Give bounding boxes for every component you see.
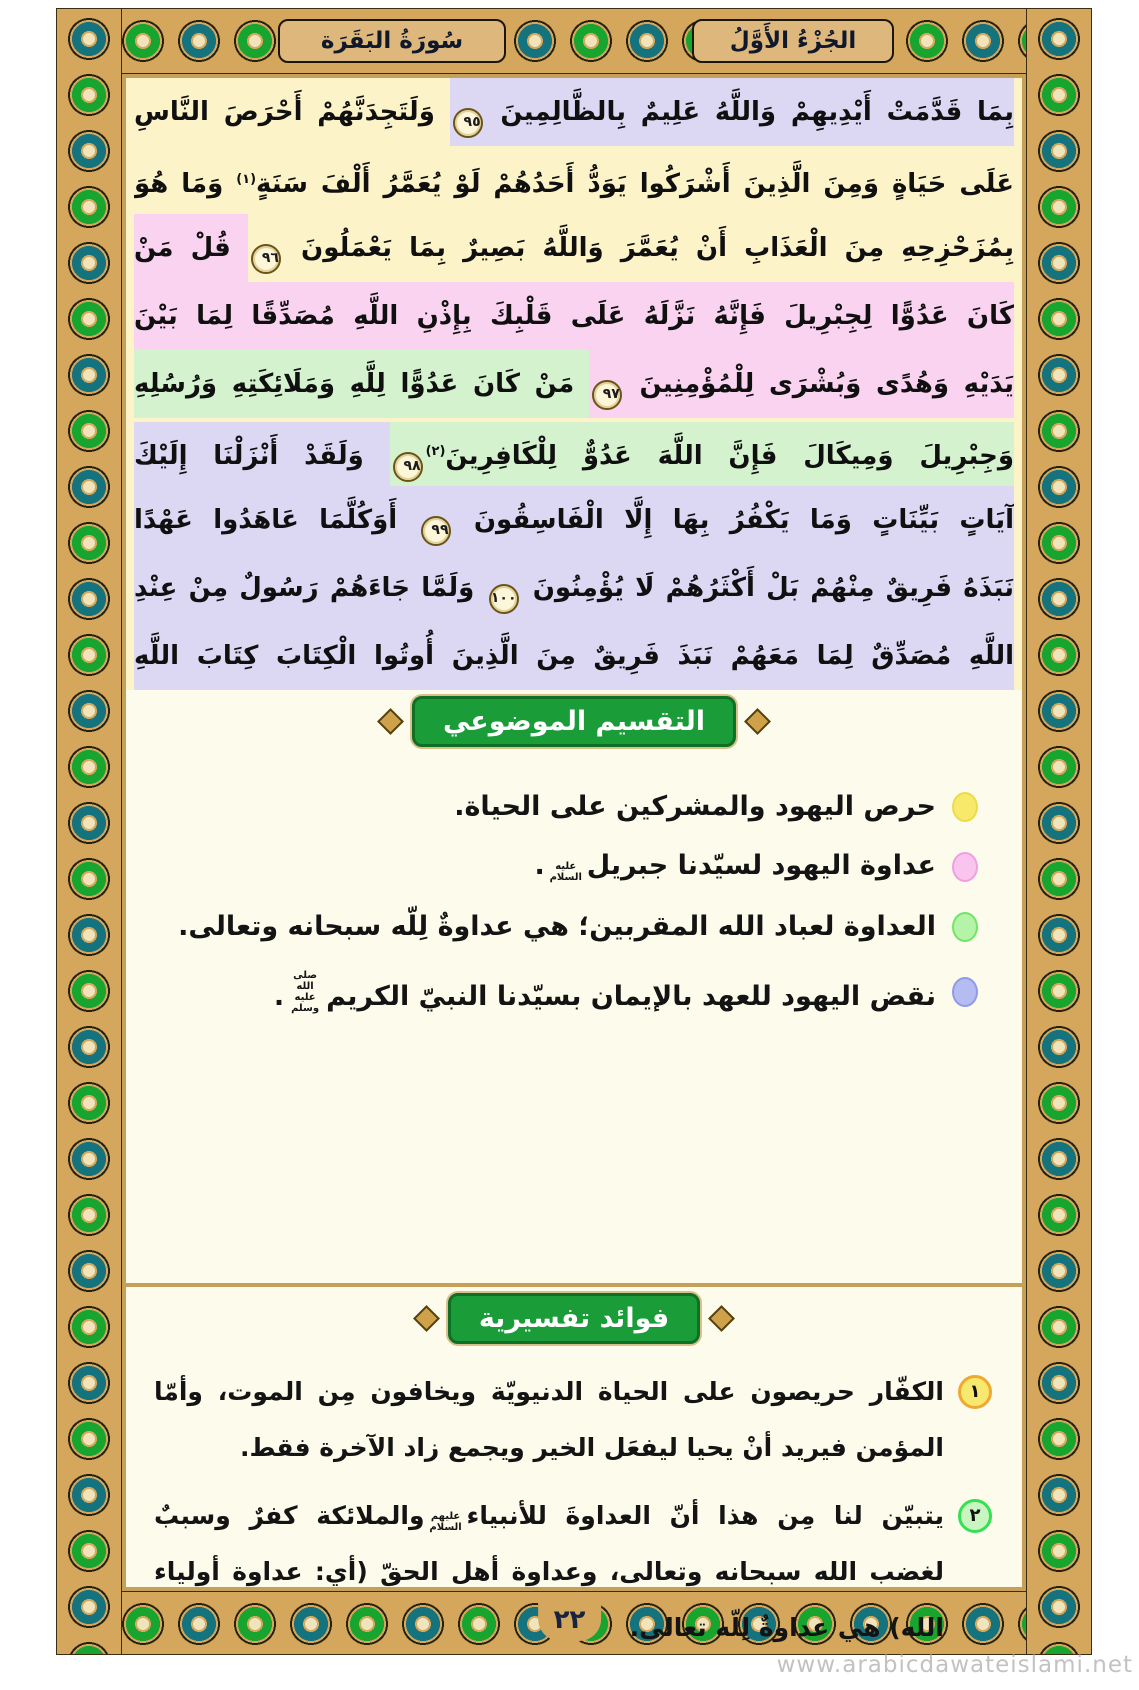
benefits-section bbox=[126, 1283, 1022, 1656]
ayah-marker: ٩٥ bbox=[453, 108, 483, 138]
quran-segment: أَوَكُلَّمَا عَاهَدُوا عَهْدًا bbox=[134, 486, 418, 554]
bullet-text: نقض اليهود للعهد بالإيمان بسيّدنا النبيّ الكريمصلى الله عليه وسلم. bbox=[273, 970, 936, 1014]
list-item bbox=[150, 970, 978, 1014]
quran-line bbox=[134, 282, 1014, 350]
quran-line bbox=[134, 622, 1014, 690]
honorific-mark: صلى الله عليه وسلم bbox=[291, 970, 320, 1014]
bullet-dot-icon bbox=[952, 792, 978, 822]
watermark: www.arabicdawateislami.net bbox=[776, 1652, 1133, 1678]
quran-segment: وَلَمَّا جَاءَهُمْ رَسُولٌ مِنْ عِنْدِ bbox=[134, 554, 486, 622]
honorific-mark: عليهم السلام bbox=[429, 1511, 462, 1533]
bullet-dot-icon bbox=[952, 977, 978, 1007]
quran-segment: بِمَا قَدَّمَتْ أَيْدِيهِمْ وَاللَّهُ عَلِيمٌ بِالظَّالِمِينَ ٩٥ bbox=[450, 78, 1014, 146]
bullet-text: عداوة اليهود لسيّدنا جبريلعليه السلام. bbox=[534, 850, 936, 883]
benefit-number-badge: ١ bbox=[958, 1375, 992, 1409]
thematic-bullet-list bbox=[126, 747, 1022, 1014]
benefit-number-badge: ٢ bbox=[958, 1499, 992, 1533]
banner-ornament-icon bbox=[413, 1305, 440, 1332]
footnote-marker: (٢) bbox=[425, 444, 446, 459]
quran-segment: مَنْ كَانَ عَدُوًّا لِلَّهِ وَمَلَائِكَتِهِ وَرُسُلِهِ bbox=[134, 350, 589, 418]
quran-segment: وَلَتَجِدَنَّهُمْ أَحْرَصَ النَّاسِ bbox=[134, 97, 450, 127]
bullet-dot-icon bbox=[952, 912, 978, 942]
bullet-text: حرص اليهود والمشركين على الحياة. bbox=[454, 791, 936, 822]
ayah-marker: ٩٨ bbox=[393, 452, 423, 482]
quran-text-block bbox=[126, 78, 1022, 690]
ayah-marker: ٩٦ bbox=[251, 244, 281, 274]
banner-ornament-icon bbox=[377, 708, 404, 735]
quran-line bbox=[134, 486, 1014, 554]
quran-segment: قُلْ مَنْ bbox=[134, 214, 248, 282]
ayah-marker: ٩٩ bbox=[421, 516, 451, 546]
quran-line bbox=[134, 78, 1014, 146]
quran-segment: آيَاتٍ بَيِّنَاتٍ وَمَا يَكْفُرُ بِهَا إِلَّا الْفَاسِقُونَ ٩٩ bbox=[418, 486, 1014, 554]
page-number: ٢٢ bbox=[538, 1603, 602, 1641]
quran-line bbox=[134, 350, 1014, 418]
quran-segment: وَجِبْرِيلَ وَمِيكَالَ فَإِنَّ اللَّهَ عَدُوٌّ لِلْكَافِرِينَ$^{(٢)}$٩٨ bbox=[390, 422, 1014, 486]
quran-line bbox=[134, 418, 1014, 486]
quran-segment: نَبَذَهُ فَرِيقٌ مِنْهُمْ بَلْ أَكْثَرُهُمْ لَا يُؤْمِنُونَ ١٠٠ bbox=[486, 554, 1014, 622]
thematic-banner-label: التقسيم الموضوعي bbox=[412, 696, 736, 747]
ayah-marker: ٩٧ bbox=[592, 380, 622, 410]
benefit-text: يتبيّن لنا مِن هذا أنّ العداوةَ للأنبياءعليهم السلاموالملائكة كفرٌ وسببٌ لغضب الله سبحانه وتعالى، وعداوة أهل الحقّ (أي: عداوة أولياء الله) هي عداوةٌ لِلّه تعالى. bbox=[154, 1501, 944, 1642]
list-item bbox=[154, 1364, 992, 1476]
benefit-text: الكفّار حريصون على الحياة الدنيويّة ويخافون مِن الموت، وأمّا المؤمن فيريد أنْ يحيا ليفعَل الخير ويجمع زاد الآخرة فقط. bbox=[154, 1377, 944, 1462]
juz-title: الجُزْءُ الأَوَّلُ bbox=[729, 28, 857, 54]
banner-ornament-icon bbox=[708, 1305, 735, 1332]
quran-segment: بِمُزَحْزِحِهِ مِنَ الْعَذَابِ أَنْ يُعَمَّرَ وَاللَّهُ بَصِيرٌ بِمَا يَعْمَلُونَ ٩٦ bbox=[248, 214, 1014, 282]
bullet-dot-icon bbox=[952, 852, 978, 882]
thematic-banner bbox=[381, 696, 767, 747]
quran-segment: وَمَا هُوَ bbox=[134, 169, 237, 199]
quran-line bbox=[134, 214, 1014, 282]
honorific-mark: عليه السلام bbox=[549, 861, 582, 883]
quran-segment: كَانَ عَدُوًّا لِجِبْرِيلَ فَإِنَّهُ نَزَّلَهُ عَلَى قَلْبِكَ بِإِذْنِ اللَّهِ مُصَدِّقًا لِمَا بَيْنَ bbox=[134, 282, 1014, 350]
thematic-section bbox=[126, 696, 1022, 1283]
list-item bbox=[150, 850, 978, 883]
quran-segment: وَلَقَدْ أَنْزَلْنَا إِلَيْكَ bbox=[134, 422, 390, 486]
banner-ornament-icon bbox=[744, 708, 771, 735]
ornamental-border-left bbox=[56, 8, 122, 1655]
quran-segment: يَدَيْهِ وَهُدًى وَبُشْرَى لِلْمُؤْمِنِينَ ٩٧ bbox=[589, 350, 1014, 418]
quran-line bbox=[134, 554, 1014, 622]
quran-segment: عَلَى حَيَاةٍ وَمِنَ الَّذِينَ أَشْرَكُوا يَوَدُّ أَحَدُهُمْ لَوْ يُعَمَّرُ أَلْفَ سَنَةٍ$^{(١)}$ bbox=[236, 169, 1014, 199]
ornamental-border-top bbox=[56, 8, 1092, 74]
footnote-marker: (١) bbox=[236, 172, 257, 187]
surah-cartouche bbox=[278, 19, 506, 63]
bullet-text: العداوة لعباد الله المقربين؛ هي عداوةٌ لِلّه سبحانه وتعالى. bbox=[178, 911, 936, 942]
benefits-banner-label: فوائد تفسيرية bbox=[448, 1293, 700, 1344]
list-item bbox=[150, 791, 978, 822]
quran-line bbox=[134, 146, 1014, 214]
ornamental-border-right bbox=[1026, 8, 1092, 1655]
quran-segment: اللَّهِ مُصَدِّقٌ لِمَا مَعَهُمْ نَبَذَ فَرِيقٌ مِنَ الَّذِينَ أُوتُوا الْكِتَابَ كِتَابَ اللَّهِ bbox=[134, 622, 1014, 690]
juz-cartouche bbox=[692, 19, 894, 63]
ayah-marker: ١٠٠ bbox=[489, 584, 519, 614]
benefits-banner bbox=[417, 1293, 731, 1344]
surah-title: سُورَةُ البَقَرَة bbox=[320, 28, 464, 54]
list-item bbox=[150, 911, 978, 942]
